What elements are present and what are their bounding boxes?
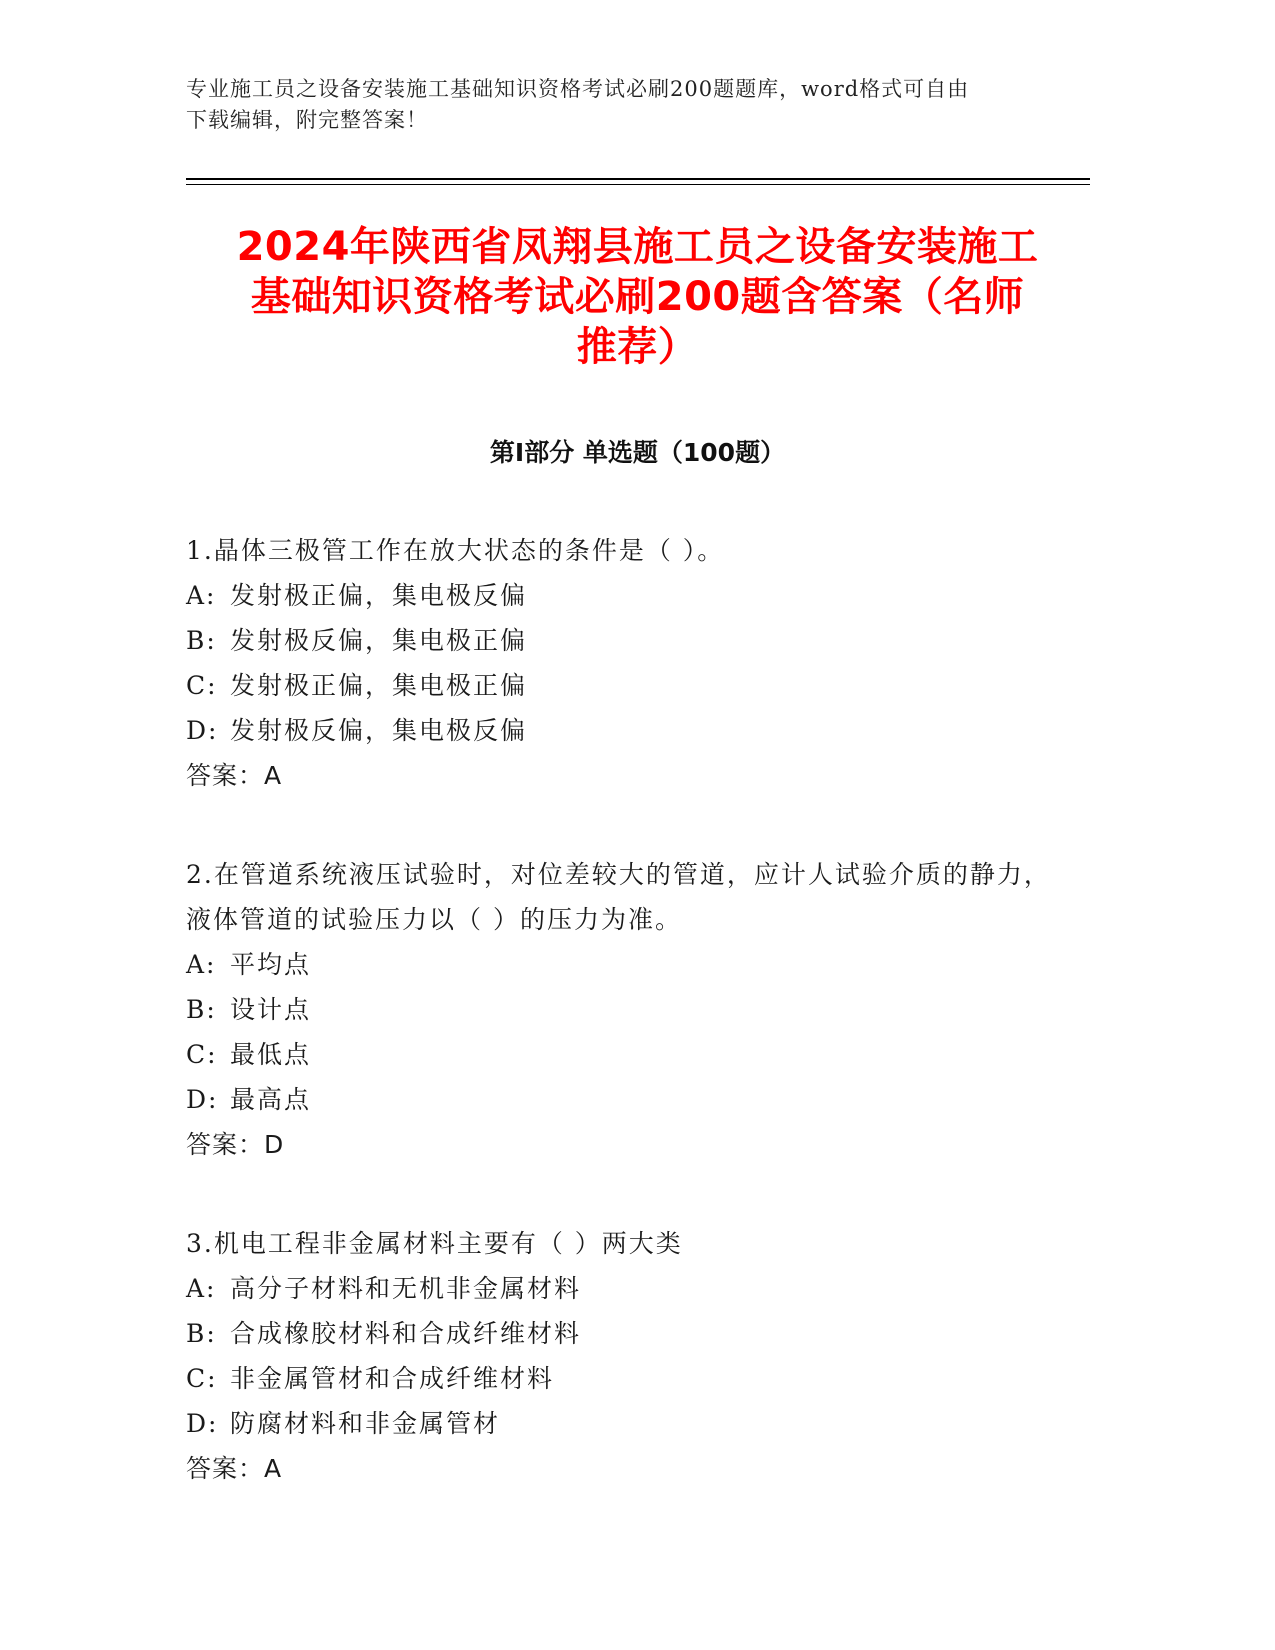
option-text: 发射极正偏，集电极正偏 [230,671,528,700]
option-d [186,1401,1066,1446]
option-key: A: [186,1274,217,1303]
answer-line: 答案：A [186,761,283,790]
option-key: A: [186,581,217,610]
option-d [186,1077,1066,1122]
document-title-line1: 2024年陕西省凤翔县施工员之设备安装施工 [236,224,1039,270]
option-key: D: [186,1409,219,1438]
option-text: 发射极反偏，集电极反偏 [230,716,528,745]
question-2 [186,852,1066,1167]
option-text: 发射极反偏，集电极正偏 [230,626,528,655]
option-c [186,1032,1066,1077]
option-text: 平均点 [230,950,312,979]
option-text: 防腐材料和非金属管材 [230,1409,501,1438]
option-key: B: [186,1319,217,1348]
option-text: 高分子材料和无机非金属材料 [230,1274,582,1303]
document-title-line2: 基础知识资格考试必刷200题含答案（名师 [250,274,1025,320]
question-1 [186,528,1066,798]
option-b [186,618,1066,663]
option-key: B: [186,995,217,1024]
option-key: B: [186,626,217,655]
question-3 [186,1221,1066,1491]
option-d [186,708,1066,753]
header-divider-thin [186,184,1090,185]
option-text: 最高点 [230,1085,312,1114]
option-b [186,987,1066,1032]
option-key: D: [186,716,219,745]
option-key: C: [186,1364,218,1393]
option-c [186,663,1066,708]
document-title [150,222,1125,372]
option-a [186,942,1066,987]
question-stem: 3.机电工程非金属材料主要有（ ）两大类 [186,1229,683,1258]
answer-line: 答案：D [186,1130,285,1159]
question-stem: 2.在管道系统液压试验时，对位差较大的管道，应计人试验介质的静力，液体管道的试验压力以（ ）的压力为准。 [186,860,1051,934]
option-text: 合成橡胶材料和合成纤维材料 [230,1319,582,1348]
option-text: 非金属管材和合成纤维材料 [230,1364,555,1393]
option-text: 最低点 [230,1040,312,1069]
option-key: A: [186,950,217,979]
section-title: 第I部分 单选题（100题） [489,438,786,467]
option-text: 发射极正偏，集电极反偏 [230,581,528,610]
option-a [186,573,1066,618]
header-note-line1: 专业施工员之设备安装施工基础知识资格考试必刷200题题库，word格式可自由 [186,77,970,101]
option-text: 设计点 [230,995,312,1024]
question-stem: 1.晶体三极管工作在放大状态的条件是（ ）。 [186,536,725,565]
option-key: C: [186,671,218,700]
header-note-line2: 下载编辑，附完整答案！ [186,108,428,132]
option-c [186,1356,1066,1401]
document-title-line3: 推荐） [576,324,699,370]
header-note [186,74,1086,136]
question-list [186,528,1066,1545]
option-key: C: [186,1040,218,1069]
answer-line: 答案：A [186,1454,283,1483]
option-a [186,1266,1066,1311]
option-b [186,1311,1066,1356]
option-key: D: [186,1085,219,1114]
header-divider-thick [186,178,1090,180]
